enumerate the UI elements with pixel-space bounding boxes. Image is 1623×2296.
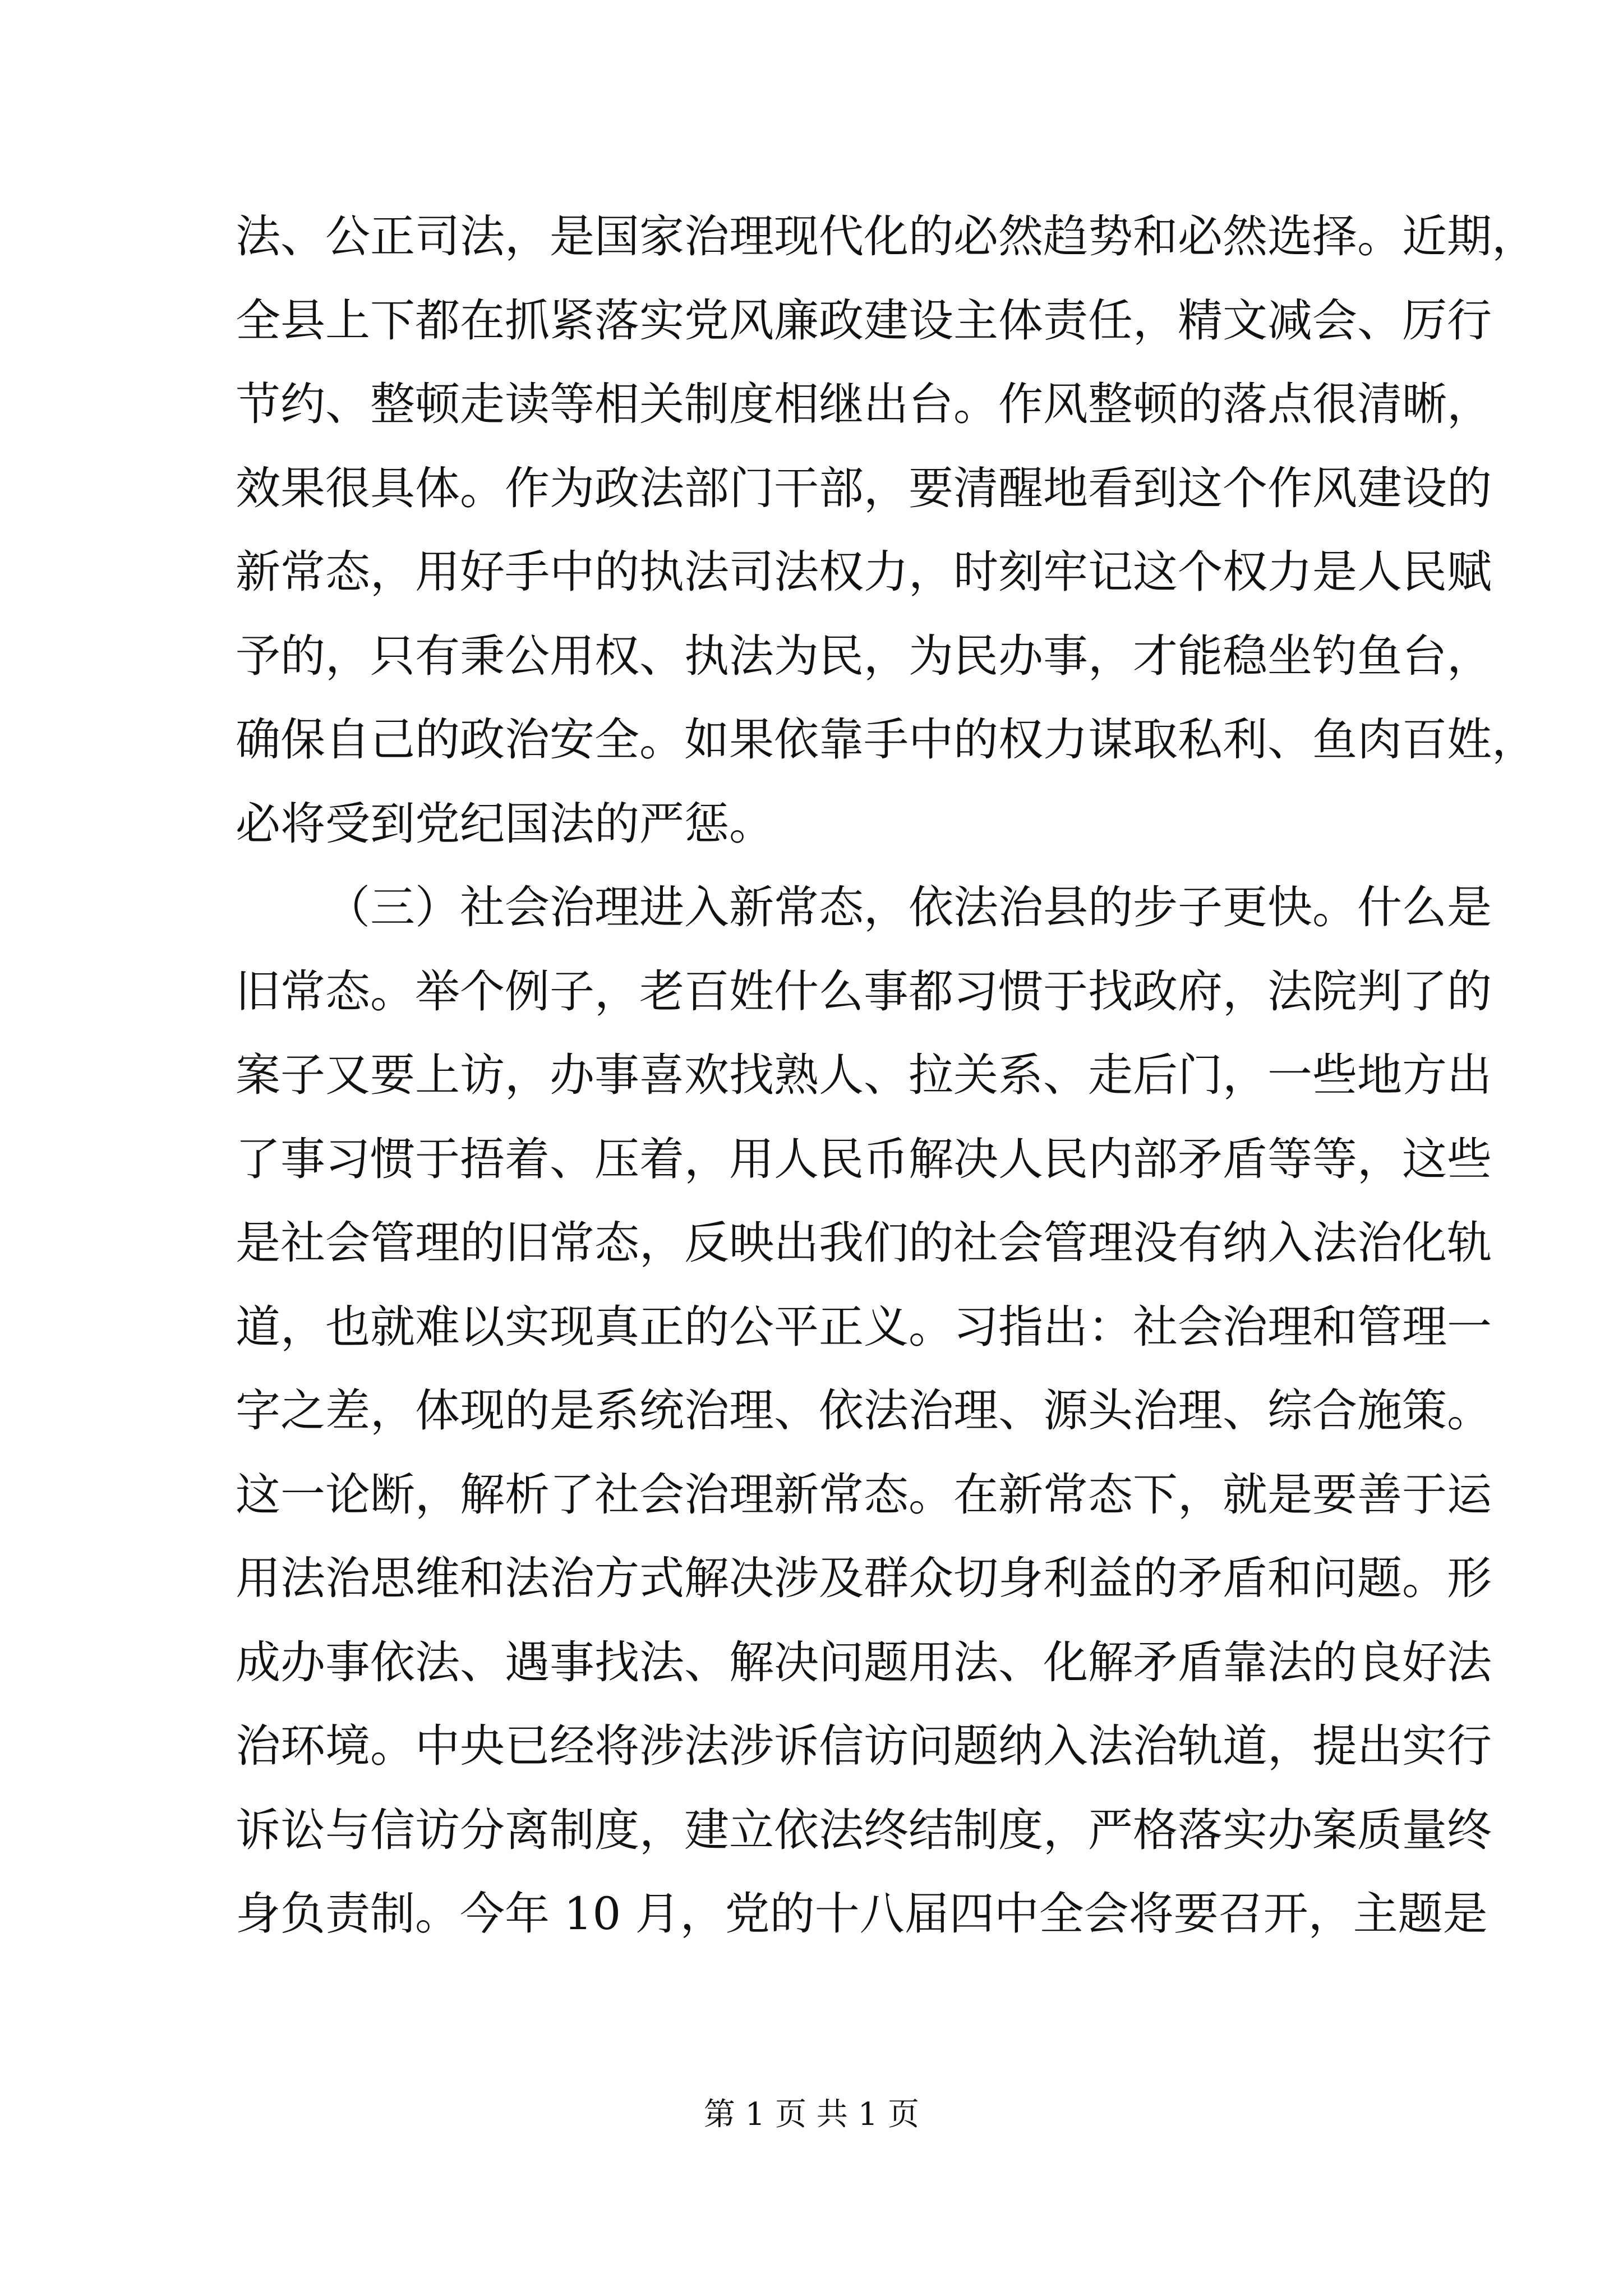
text-line: 道，也就难以实现真正的公平正义。习指出：社会治理和管理一 (236, 1300, 1492, 1353)
text-line: 用法治思维和法治方式解决涉及群众切身利益的矛盾和问题。形 (236, 1552, 1492, 1604)
text-line: 诉讼与信访分离制度，建立依法终结制度，严格落实办案质量终 (236, 1803, 1492, 1856)
text-line: （三）社会治理进入新常态，依法治县的步子更快。什么是 (325, 881, 1492, 933)
text-line: 全县上下都在抓紧落实党风廉政建设主体责任，精文减会、厉行 (236, 294, 1492, 347)
text-line: 身负责制。今年 10 月，党的十八届四中全会将要召开，主题是 (236, 1888, 1488, 1940)
text-line: 确保自己的政治安全。如果依靠手中的权力谋取私利、鱼肉百姓， (236, 714, 1537, 766)
text-line: 旧常态。举个例子，老百姓什么事都习惯于找政府，法院判了的 (236, 965, 1492, 1018)
text-line: 予的，只有秉公用权、执法为民，为民办事，才能稳坐钓鱼台， (236, 629, 1492, 682)
text-line: 新常态，用好手中的执法司法权力，时刻牢记这个权力是人民赋 (236, 546, 1492, 598)
text-line: 字之差，体现的是系统治理、依法治理、源头治理、综合施策。 (236, 1384, 1492, 1437)
text-line: 效果很具体。作为政法部门干部，要清醒地看到这个作风建设的 (236, 462, 1492, 514)
text-line: 这一论断，解析了社会治理新常态。在新常态下，就是要善于运 (236, 1468, 1492, 1521)
document-body (236, 195, 1537, 1956)
text-line: 法、公正司法，是国家治理现代化的必然趋势和必然选择。近期， (236, 210, 1537, 263)
page-number-footer: 第 1 页 共 1 页 (703, 2096, 920, 2133)
text-line: 是社会管理的旧常态，反映出我们的社会管理没有纳入法治化轨 (236, 1217, 1492, 1269)
text-line: 成办事依法、遇事找法、解决问题用法、化解矛盾靠法的良好法 (236, 1636, 1492, 1688)
text-line: 必将受到党纪国法的严惩。 (236, 797, 774, 850)
text-line: 案子又要上访，办事喜欢找熟人、拉关系、走后门，一些地方出 (236, 1049, 1492, 1101)
text-line: 节约、整顿走读等相关制度相继出台。作风整顿的落点很清晰， (236, 378, 1492, 430)
text-line: 治环境。中央已经将涉法涉诉信访问题纳入法治轨道，提出实行 (236, 1720, 1492, 1772)
text-line: 了事习惯于捂着、压着，用人民币解决人民内部矛盾等等，这些 (236, 1133, 1492, 1185)
